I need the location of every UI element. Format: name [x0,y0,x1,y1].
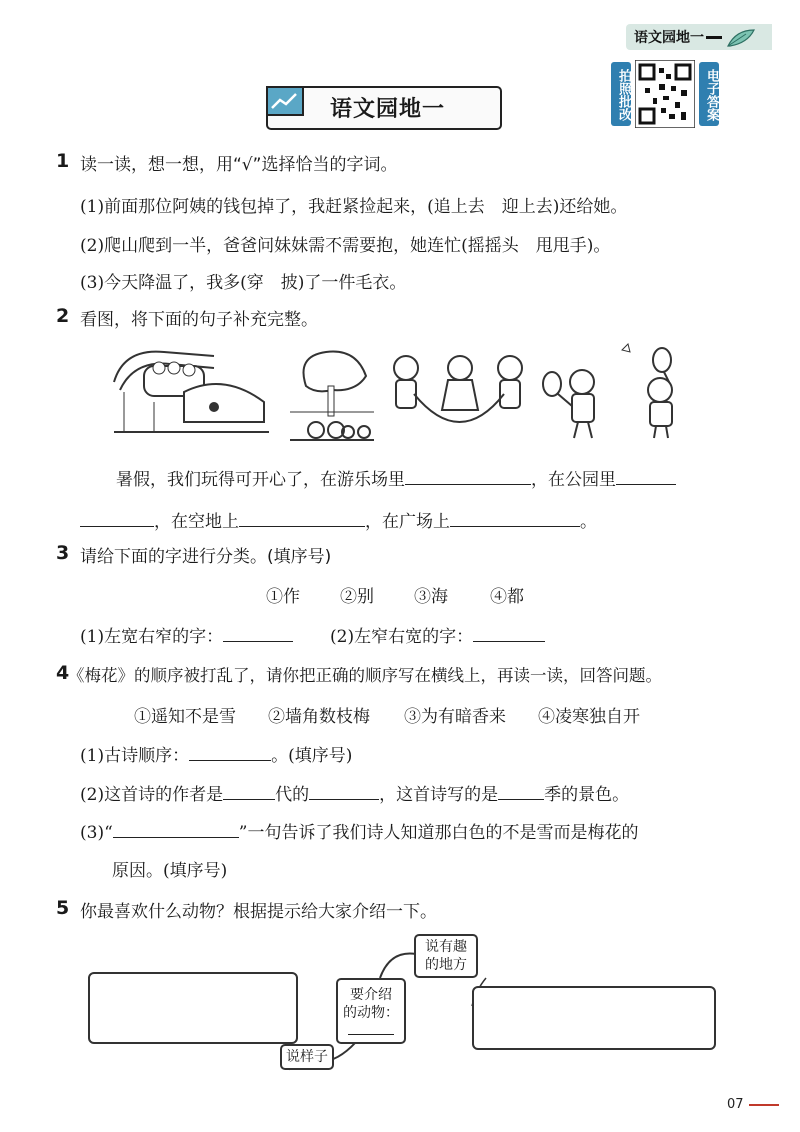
question-1-item-2: (2)爬山爬到一半，爸爸问妹妹需不需要抱，她连忙(摇摇头 甩甩手)。 [80,236,611,256]
blank-season[interactable] [498,782,544,800]
page-title: 语文园地一 [330,97,446,122]
question-1-number: 1 [56,150,70,172]
blank-open-ground[interactable] [239,509,365,527]
qr-right-label: 电子答案 [699,62,719,126]
center-animal-box [336,978,406,1044]
question-2-text-a: 暑假，我们玩得可开心了，在游乐场里 [116,470,405,490]
question-4-item-3-a: (3)“ [80,823,113,843]
question-3-item-2 [330,622,545,647]
section-label: 语文园地一 [634,30,704,46]
chart-icon [266,86,304,116]
question-3-item-2-label: (2)左窄右宽的字： [330,627,474,647]
blank-poem-line[interactable] [113,820,239,838]
question-3-char-4: ④都 [490,587,524,607]
feather-icon [724,26,758,50]
center-label-line-1: 要介绍 [350,987,392,1003]
question-1-prompt: 读一读，想一想，用“√”选择恰当的字词。 [80,155,398,175]
question-5-number: 5 [56,897,70,919]
tag-interesting-line-1: 说有趣 [425,939,467,955]
page-accent-bar [749,1104,779,1106]
blank-animal-name[interactable] [348,1029,394,1035]
question-4-item-3 [80,818,638,843]
question-3-char-3: ③海 [414,587,448,607]
answer-box-interesting[interactable] [472,986,716,1050]
blank-wide-left[interactable] [223,624,293,642]
question-1-item-3: (3)今天降温了，我多(穿 披)了一件毛衣。 [80,273,407,293]
jump-rope-illustration [384,350,534,436]
question-4-item-1-a: (1)古诗顺序： [80,746,190,766]
tag-interesting [414,934,478,978]
question-3-char-2: ②别 [340,587,374,607]
header-dash [706,36,722,39]
question-4-prompt: 《梅花》的顺序被打乱了，请你把正确的顺序写在横线上，再读一读，回答问题。 [68,666,662,685]
question-2-sentence-line-2 [80,507,597,532]
tag-appearance: 说样子 [280,1044,334,1070]
blank-author[interactable] [309,782,379,800]
question-4-item-1-b: 。(填序号) [271,746,353,766]
question-3-char-1: ①作 [266,587,300,607]
poem-line-4: ④凌寒独自开 [538,707,640,727]
poem-line-1: ①遥知不是雪 [134,707,236,727]
question-3-item-1-label: (1)左宽右窄的字： [80,627,224,647]
question-2-text-e: 。 [580,512,597,532]
question-4-item-2-d: 季的景色。 [544,785,630,805]
amusement-park-illustration [104,342,274,442]
question-2-number: 2 [56,305,70,327]
question-1-item-1: (1)前面那位阿姨的钱包掉了，我赶紧捡起来，(追上去 迎上去)还给她。 [80,197,628,217]
qr-code-icon [635,60,695,128]
blank-park-start[interactable] [616,467,676,485]
poem-line-3: ③为有暗香来 [404,707,506,727]
badminton-illustration [538,340,698,442]
qr-code-panel[interactable] [611,58,719,130]
park-cycling-illustration [286,346,378,442]
question-3-prompt: 请给下面的字进行分类。(填序号) [80,547,332,567]
question-2-text-c: ，在空地上 [154,512,239,532]
question-2-sentence-line-1 [116,465,676,490]
question-4-item-1 [80,741,352,766]
question-4-number: 4 [56,662,70,684]
blank-amusement-park[interactable] [405,467,531,485]
question-2-text-b: ，在公园里 [531,470,616,490]
answer-box-appearance[interactable] [88,972,298,1044]
blank-park-end[interactable] [80,509,154,527]
question-3-number: 3 [56,542,70,564]
question-4-item-2 [80,780,629,805]
center-label-line-2: 的动物： [343,1005,399,1021]
poem-line-2: ②墙角数枝梅 [268,707,370,727]
question-3-item-1 [80,622,293,647]
blank-narrow-left[interactable] [473,624,545,642]
question-2-text-d: ，在广场上 [365,512,450,532]
blank-dynasty[interactable] [223,782,275,800]
question-4-item-3-cont: 原因。(填序号) [112,861,228,881]
blank-poem-order[interactable] [189,743,271,761]
question-4-item-2-a: (2)这首诗的作者是 [80,785,224,805]
tag-interesting-line-2: 的地方 [425,957,467,973]
question-4-item-2-c: ，这首诗写的是 [379,785,499,805]
question-4-item-2-b: 代的 [275,785,310,805]
blank-square[interactable] [450,509,580,527]
question-5-prompt: 你最喜欢什么动物？根据提示给大家介绍一下。 [80,902,437,922]
page-number: 07 [727,1097,744,1112]
question-2-prompt: 看图，将下面的句子补充完整。 [80,310,318,330]
qr-left-label: 拍照批改 [611,62,631,126]
question-4-item-3-b: ”一句告诉了我们诗人知道那白色的不是雪而是梅花的 [238,823,639,843]
